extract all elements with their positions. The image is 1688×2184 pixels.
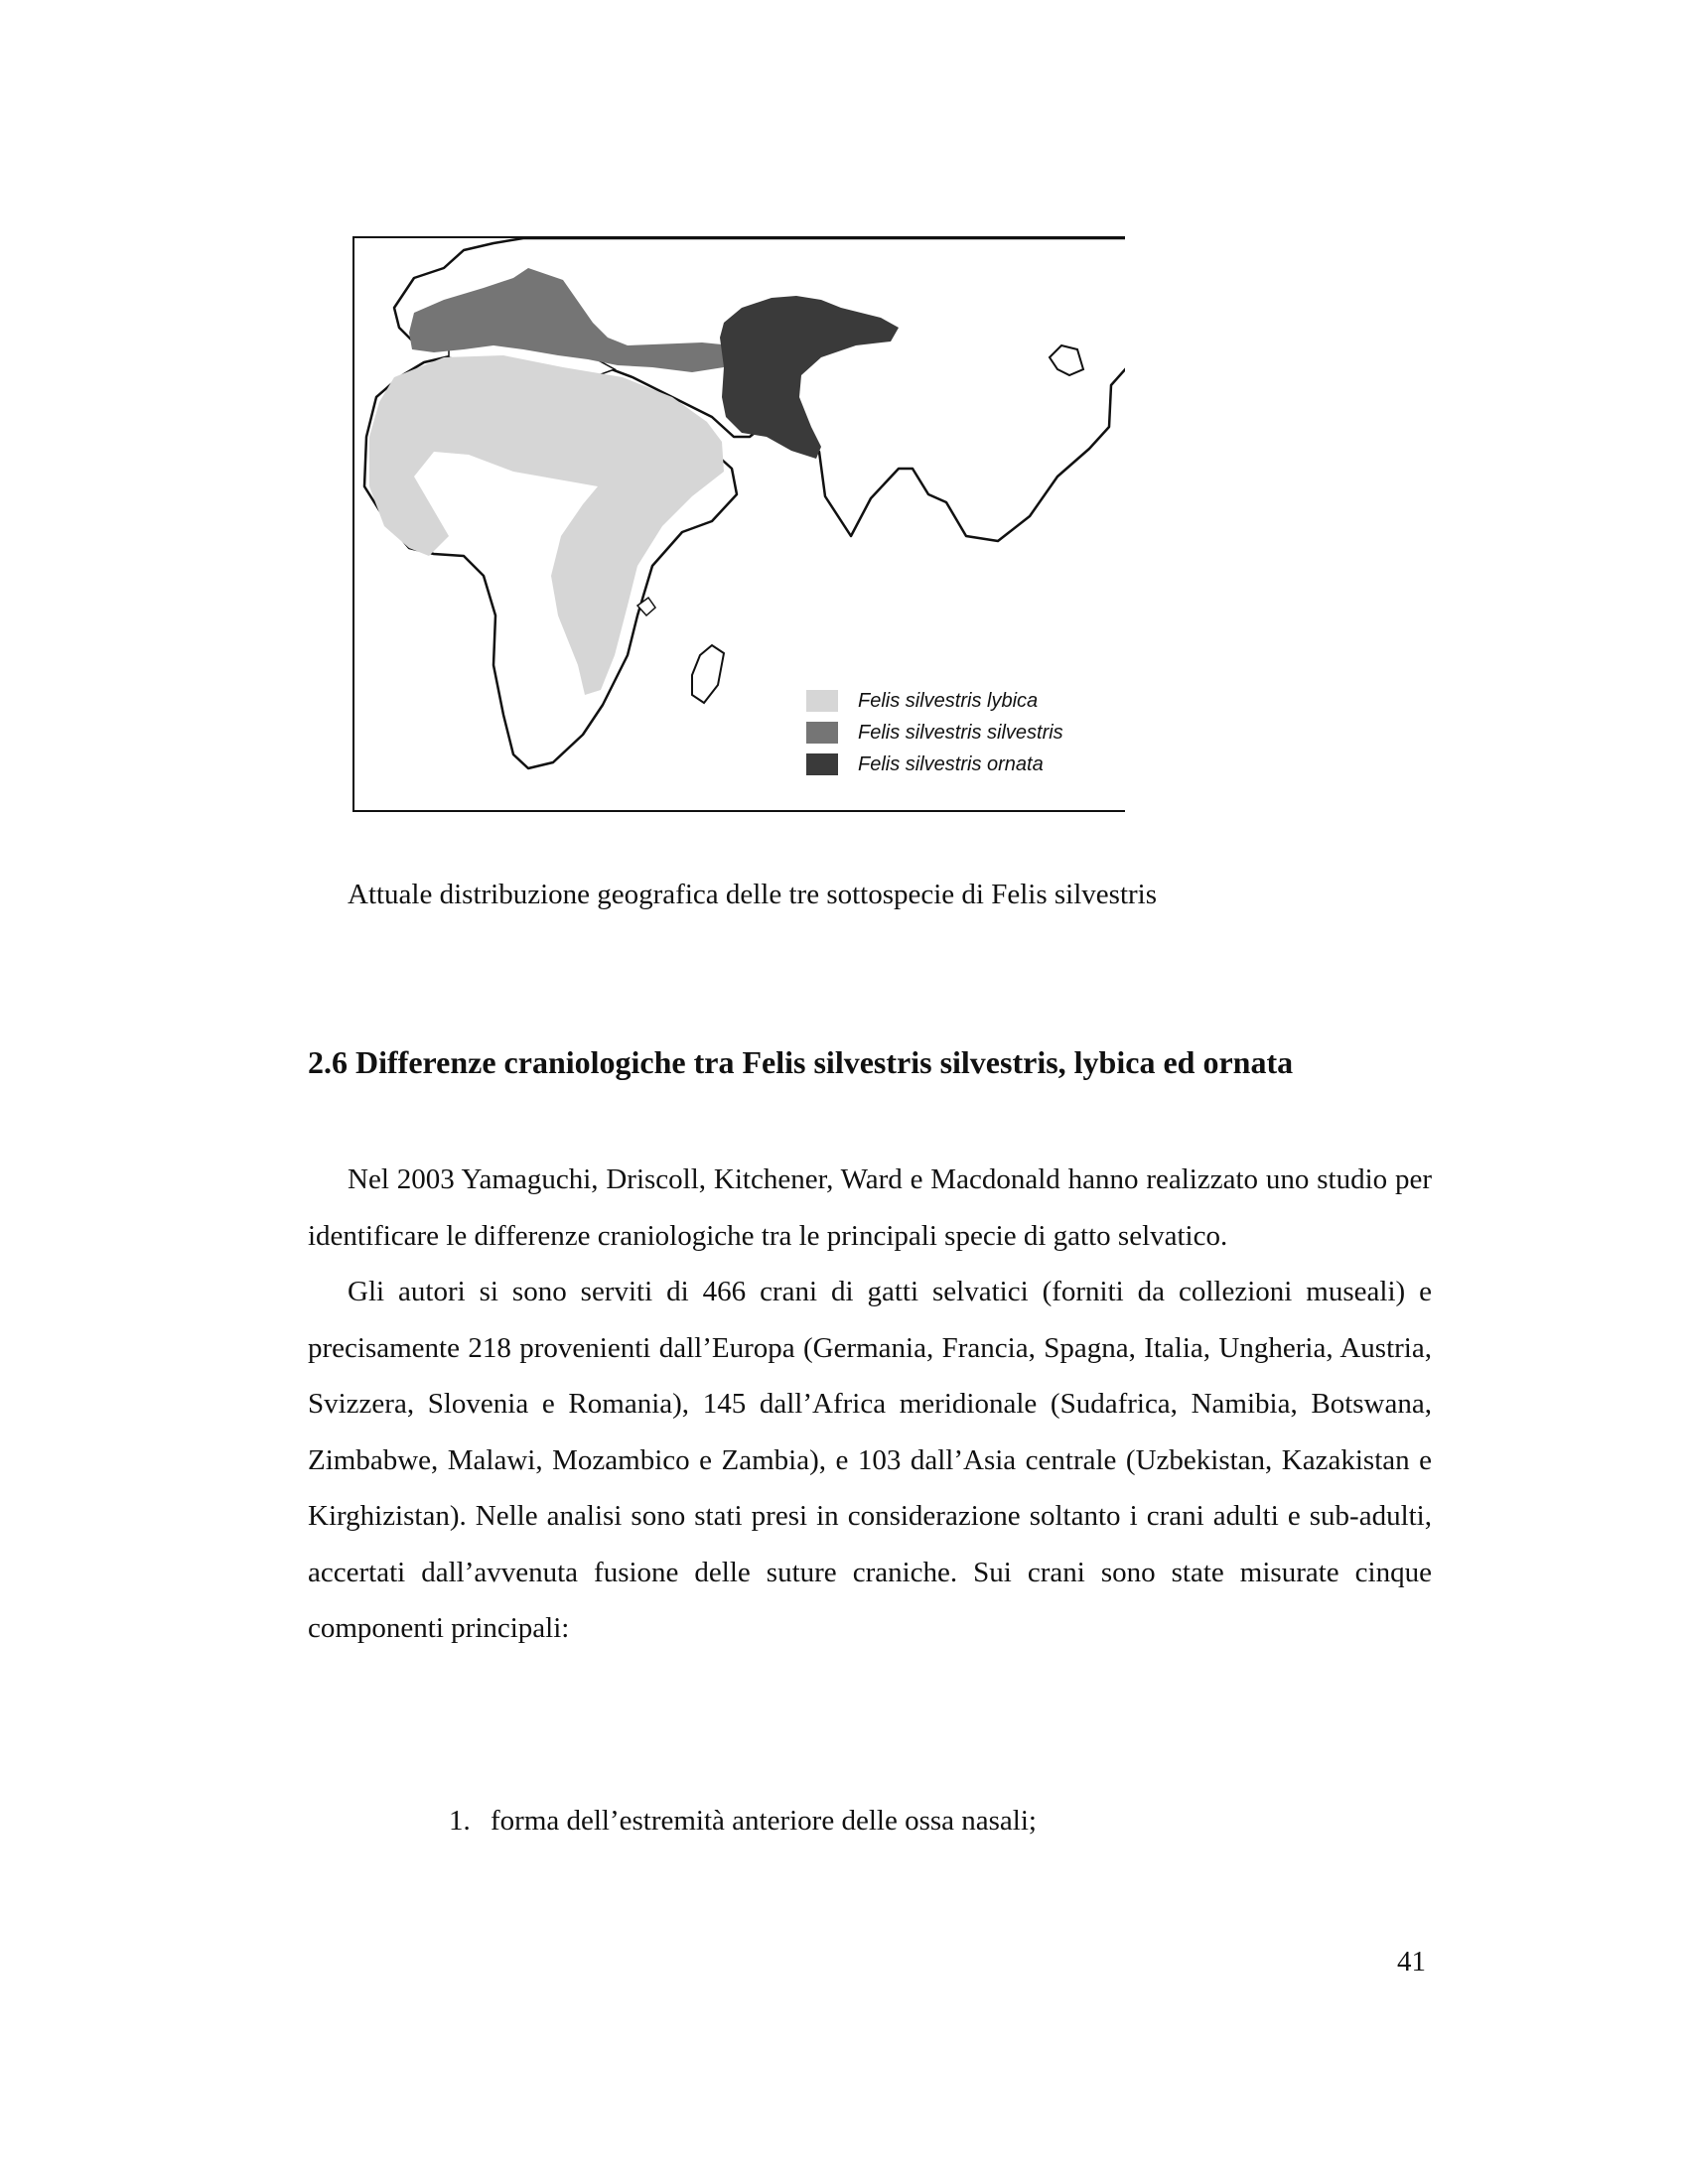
section-body <box>308 1152 1432 1657</box>
distribution-map-figure <box>352 236 1125 812</box>
figure-caption: Attuale distribuzione geografica delle tre sottospecie di Felis silvestris <box>348 879 1158 910</box>
map-legend <box>806 685 1063 780</box>
list-item-number: 1. <box>449 1805 471 1837</box>
legend-item-lybica <box>806 685 1063 717</box>
legend-label-lybica: Felis silvestris lybica <box>858 689 1039 712</box>
legend-label-ornata: Felis silvestris ornata <box>858 752 1044 775</box>
legend-swatch-lybica <box>806 690 838 712</box>
legend-swatch-ornata <box>806 753 838 775</box>
paragraph: Nel 2003 Yamaguchi, Driscoll, Kitchener, Ward e Macdonald hanno realizzato uno studio per identificare le differenze craniologiche tra le principali specie di gatto selvatico. <box>308 1163 1432 1252</box>
list-item-text: forma dell’estremità anteriore delle ossa nasali; <box>491 1805 1037 1837</box>
legend-item-ornata <box>806 749 1063 780</box>
section-heading: 2.6 Differenze craniologiche tra Felis silvestris silvestris, lybica ed ornata <box>308 1044 1294 1080</box>
legend-item-silvestris <box>806 717 1063 749</box>
madagascar <box>692 645 724 703</box>
paragraph: Gli autori si sono serviti di 466 crani di gatti selvatici (forniti da collezioni museali) e precisamente 218 provenienti dall’Europa (Germania, Francia, Spagna, Italia, Ungheria, Austria, Svizzera, Slovenia e Romania), 145 dall’Africa meridionale (Sudafrica, Namibia, Botswana, Zimbabwe, Malawi, Mozambico e Zambia), e 103 dall’Asia centrale (Uzbekistan, Kazakistan e Kirghizistan). Nelle analisi sono stati presi in considerazione soltanto i crani adulti e sub-adulti, accertati dall’avvenuta fusione delle suture craniche. Sui crani sono state misurate cinque componenti principali: <box>308 1276 1432 1644</box>
list-item <box>449 1805 1037 1838</box>
page-number: 41 <box>1397 1946 1426 1978</box>
legend-swatch-silvestris <box>806 722 838 744</box>
legend-label-silvestris: Felis silvestris silvestris <box>858 721 1063 744</box>
